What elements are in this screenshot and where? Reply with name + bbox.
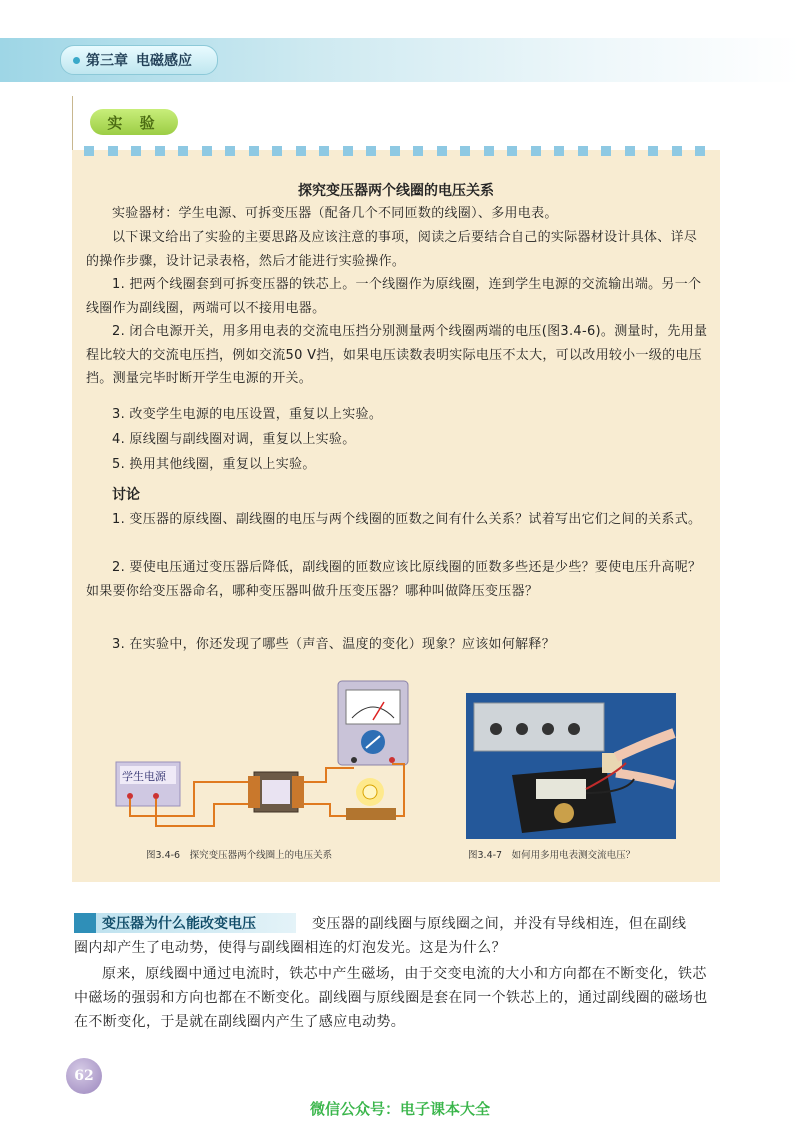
section-lead: 变压器的副线圈与原线圈之间，并没有导线相连，但在副线 — [312, 916, 687, 932]
dash-mark — [625, 146, 635, 156]
discussion-q3: 3. 在实验中，你还发现了哪些（声音、温度的变化）现象？应该如何解释？ — [112, 637, 556, 652]
power-supply-label: 学生电源 — [122, 770, 166, 783]
dash-mark — [319, 146, 329, 156]
section-heading — [74, 912, 296, 934]
dash-mark — [484, 146, 494, 156]
dash-mark — [437, 146, 447, 156]
chapter-number: 第三章 — [86, 53, 128, 69]
discussion-q2: 2. 要使电压通过变压器后降低，副线圈的匝数应该比原线圈的匝数多些还是少些？要使电压升高呢？如果要你给变压器命名，哪种变压器叫做升压变压器？哪种叫做降压变压器？ — [86, 560, 702, 599]
dash-mark — [249, 146, 259, 156]
chapter-badge — [60, 45, 218, 75]
paragraph-step-5: 5. 换用其他线圈，重复以上实验。 — [112, 457, 316, 472]
dash-mark — [202, 146, 212, 156]
dash-mark — [108, 146, 118, 156]
paragraph-intro: 以下课文给出了实验的主要思路及应该注意的事项，阅读之后要结合自己的实际器材设计具体、详尽的操作步骤，设计记录表格，然后才能进行实验操作。 — [86, 230, 698, 269]
paragraph-step-1: 1. 把两个线圈套到可拆变压器的铁芯上。一个线圈作为原线圈，连到学生电源的交流输出端。另一个线圈作为副线圈，两端可以不接用电器。 — [86, 277, 702, 316]
discussion-q1: 1. 变压器的原线圈、副线圈的电压与两个线圈的匝数之间有什么关系？试着写出它们之间的关系式。 — [112, 512, 702, 527]
dash-mark — [460, 146, 470, 156]
dash-mark — [343, 146, 353, 156]
dash-mark — [648, 146, 658, 156]
dash-mark — [531, 146, 541, 156]
discussion-heading: 讨论 — [112, 487, 140, 503]
multimeter-photo — [466, 693, 676, 839]
circuit-illustration — [104, 676, 434, 840]
section-title: 变压器为什么能改变电压 — [96, 913, 296, 933]
chapter-title: 电磁感应 — [136, 53, 192, 69]
paragraph-step-2: 2. 闭合电源开关，用多用电表的交流电压挡分别测量两个线圈两端的电压(图3.4-6)。测量时，先用量程比较大的交流电压挡，例如交流50 V挡，如果电压读数表明实际电压不太大，可以改用较小一级的电压挡。测量完毕时断开学生电源的开关。 — [86, 324, 708, 386]
paragraph-step-3: 3. 改变学生电源的电压设置，重复以上实验。 — [112, 407, 383, 422]
power-supply-icon — [116, 762, 180, 806]
margin-rule — [72, 96, 73, 156]
page-number: 62 — [66, 1058, 102, 1094]
section-marker — [74, 913, 96, 933]
dash-mark — [507, 146, 517, 156]
watermark: 微信公众号：电子课本大全 — [309, 1100, 490, 1118]
dash-mark — [225, 146, 235, 156]
dash-mark — [413, 146, 423, 156]
figure-caption-left: 图3.4-6 探究变压器两个线圈上的电压关系 — [146, 850, 333, 861]
dash-mark — [601, 146, 611, 156]
dash-mark — [178, 146, 188, 156]
experiment-title: 探究变压器两个线圈的电压关系 — [298, 183, 494, 199]
bullet-icon — [73, 57, 80, 64]
section-body: 原来，原线圈中通过电流时，铁芯中产生磁场，由于交变电流的大小和方向都在不断变化，铁芯中磁场的强弱和方向也都在不断变化。副线圈与原线圈是套在同一个铁芯上的，通过副线圈的磁场也在不断变化，于是就在副线圈内产生了感应电动势。 — [74, 966, 708, 1030]
transformer-icon — [248, 772, 304, 812]
experiment-label: 实 验 — [90, 109, 178, 135]
dash-mark — [84, 146, 94, 156]
voltmeter-icon — [338, 681, 408, 765]
dash-mark — [554, 146, 564, 156]
lamp-icon — [346, 778, 396, 820]
dash-mark — [390, 146, 400, 156]
dash-mark — [695, 146, 705, 156]
figure-caption-right: 图3.4-7 如何用多用电表测交流电压？ — [468, 850, 636, 861]
dash-mark — [272, 146, 282, 156]
paragraph-materials: 实验器材：学生电源、可拆变压器（配备几个不同匝数的线圈）、多用电表。 — [112, 206, 558, 221]
section-lead-continued: 圈内却产生了电动势，使得与副线圈相连的灯泡发光。这是为什么？ — [74, 940, 506, 956]
paragraph-step-4: 4. 原线圈与副线圈对调，重复以上实验。 — [112, 432, 356, 447]
dash-mark — [131, 146, 141, 156]
multimeter-icon — [512, 767, 616, 833]
dashed-border — [76, 146, 716, 156]
dash-mark — [155, 146, 165, 156]
dash-mark — [672, 146, 682, 156]
dash-mark — [578, 146, 588, 156]
dash-mark — [296, 146, 306, 156]
dash-mark — [366, 146, 376, 156]
